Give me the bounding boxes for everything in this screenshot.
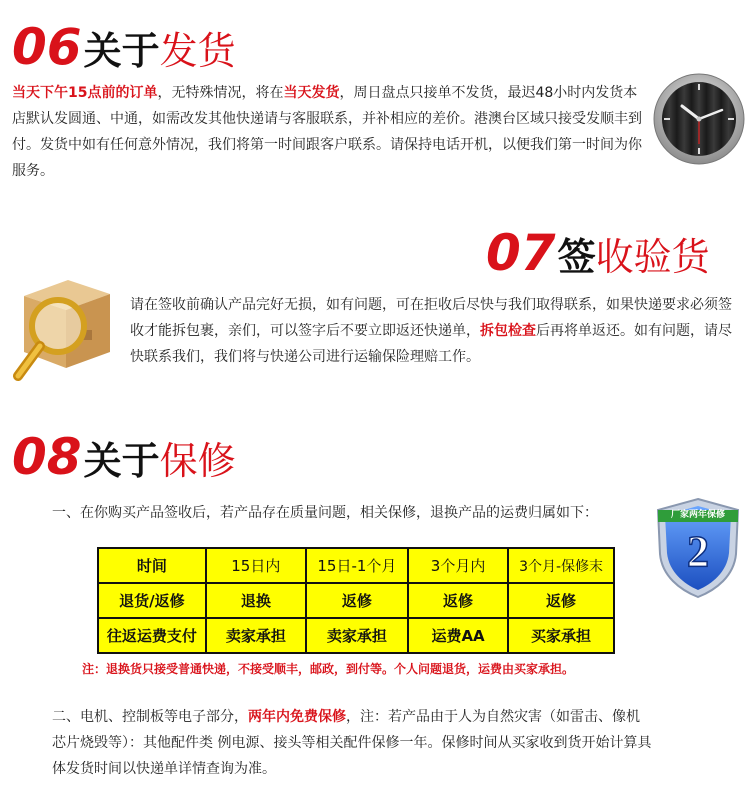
section-06-title-red: 发货 xyxy=(159,29,236,73)
table-cell: 买家承担 xyxy=(508,618,614,653)
section-08-title-black: 关于 xyxy=(83,439,160,483)
table-cell: 运费AA xyxy=(408,618,508,653)
table-cell: 15日-1个月 xyxy=(306,548,408,583)
section-06-title-black: 关于 xyxy=(83,29,160,73)
s06-highlight-cutoff: 当天下午15点前的订单 xyxy=(12,85,158,101)
s06-text-b: ，周日盘点只接单不发货，最迟48小时内发货本店默认发圆通、中通，如需改发其他快递请与客服联系，并补相应的差价。港澳台区域只接受发顺丰到付。发货中如有任何意外情况，我们将第一时间跟客户联系。请保持电话开机，以便我们第一时间为你服务。 xyxy=(12,85,642,179)
s07-text-b: 后再将单返还。如有问题，请尽快联系我们，我们将与快递公司进行运输保险理赔工作。 xyxy=(130,323,732,365)
section-08-intro: 一、在你购买产品签收后，若产品存在质量问题，相关保修，退换产品的运费归属如下： xyxy=(52,505,598,521)
section-08-title-red: 保修 xyxy=(159,439,236,483)
table-cell: 返修 xyxy=(306,583,408,618)
package-magnifier-icon xyxy=(6,268,124,388)
section-07-number: 07 xyxy=(486,224,556,282)
section-07-title-red: 收验货 xyxy=(595,235,710,279)
section-06-paragraph xyxy=(12,80,650,184)
s06-text-a: ，无特殊情况，将在 xyxy=(157,85,284,101)
section-08-number: 08 xyxy=(12,428,82,486)
table-cell: 退换 xyxy=(206,583,306,618)
table-cell: 卖家承担 xyxy=(206,618,306,653)
s07-text-a: 请在签收前确认产品完好无损，如有问题，可在拒收后尽快与我们取得联系，如果快递要求必须签收才能拆包裹，亲们，可以签字后不要立即返还快递单， xyxy=(130,297,732,339)
section-06-number: 06 xyxy=(12,18,82,76)
s06-highlight-sameday: 当天发货 xyxy=(283,85,340,101)
table-cell: 返修 xyxy=(508,583,614,618)
table-cell: 3个月-保修末 xyxy=(508,548,614,583)
warranty-badge xyxy=(652,496,744,600)
section-07-paragraph xyxy=(130,292,736,370)
section-08-item2 xyxy=(52,704,652,782)
table-cell: 卖家承担 xyxy=(306,618,408,653)
table-row xyxy=(98,618,614,653)
table-cell: 15日内 xyxy=(206,548,306,583)
table-cell: 时间 xyxy=(98,548,206,583)
s08-item2-highlight: 两年内免费保修 xyxy=(248,709,346,725)
table-cell: 退货/返修 xyxy=(98,583,206,618)
badge-label: 厂家两年保修 xyxy=(670,510,725,520)
table-row xyxy=(98,548,614,583)
badge-number: 2 xyxy=(687,527,709,576)
section-07-heading xyxy=(486,224,710,284)
return-shipping-table xyxy=(97,547,615,654)
section-07-title-black: 签 xyxy=(557,235,596,279)
table-cell: 返修 xyxy=(408,583,508,618)
shipping-note: 注：退换货只接受普通快递，不接受顺丰，邮政，到付等。个人问题退货，运费由买家承担。 xyxy=(82,662,575,676)
section-08-heading xyxy=(12,428,236,488)
s08-item2-text-b: ，注：若产品由于人为自然灾害（如雷击、像机芯片烧毁等）：其他配件类 例电源、接头等相关配件保修一年。保修时间从买家收到货开始计算具体发货时间以快递单详情查询为准。 xyxy=(52,709,652,777)
s08-item2-text-a: 二、电机、控制板等电子部分， xyxy=(52,709,248,725)
section-06-heading xyxy=(12,18,236,78)
table-row xyxy=(98,583,614,618)
table-cell: 往返运费支付 xyxy=(98,618,206,653)
s07-highlight-inspect: 拆包检查 xyxy=(480,323,536,339)
table-cell: 3个月内 xyxy=(408,548,508,583)
clock-icon xyxy=(652,72,746,166)
